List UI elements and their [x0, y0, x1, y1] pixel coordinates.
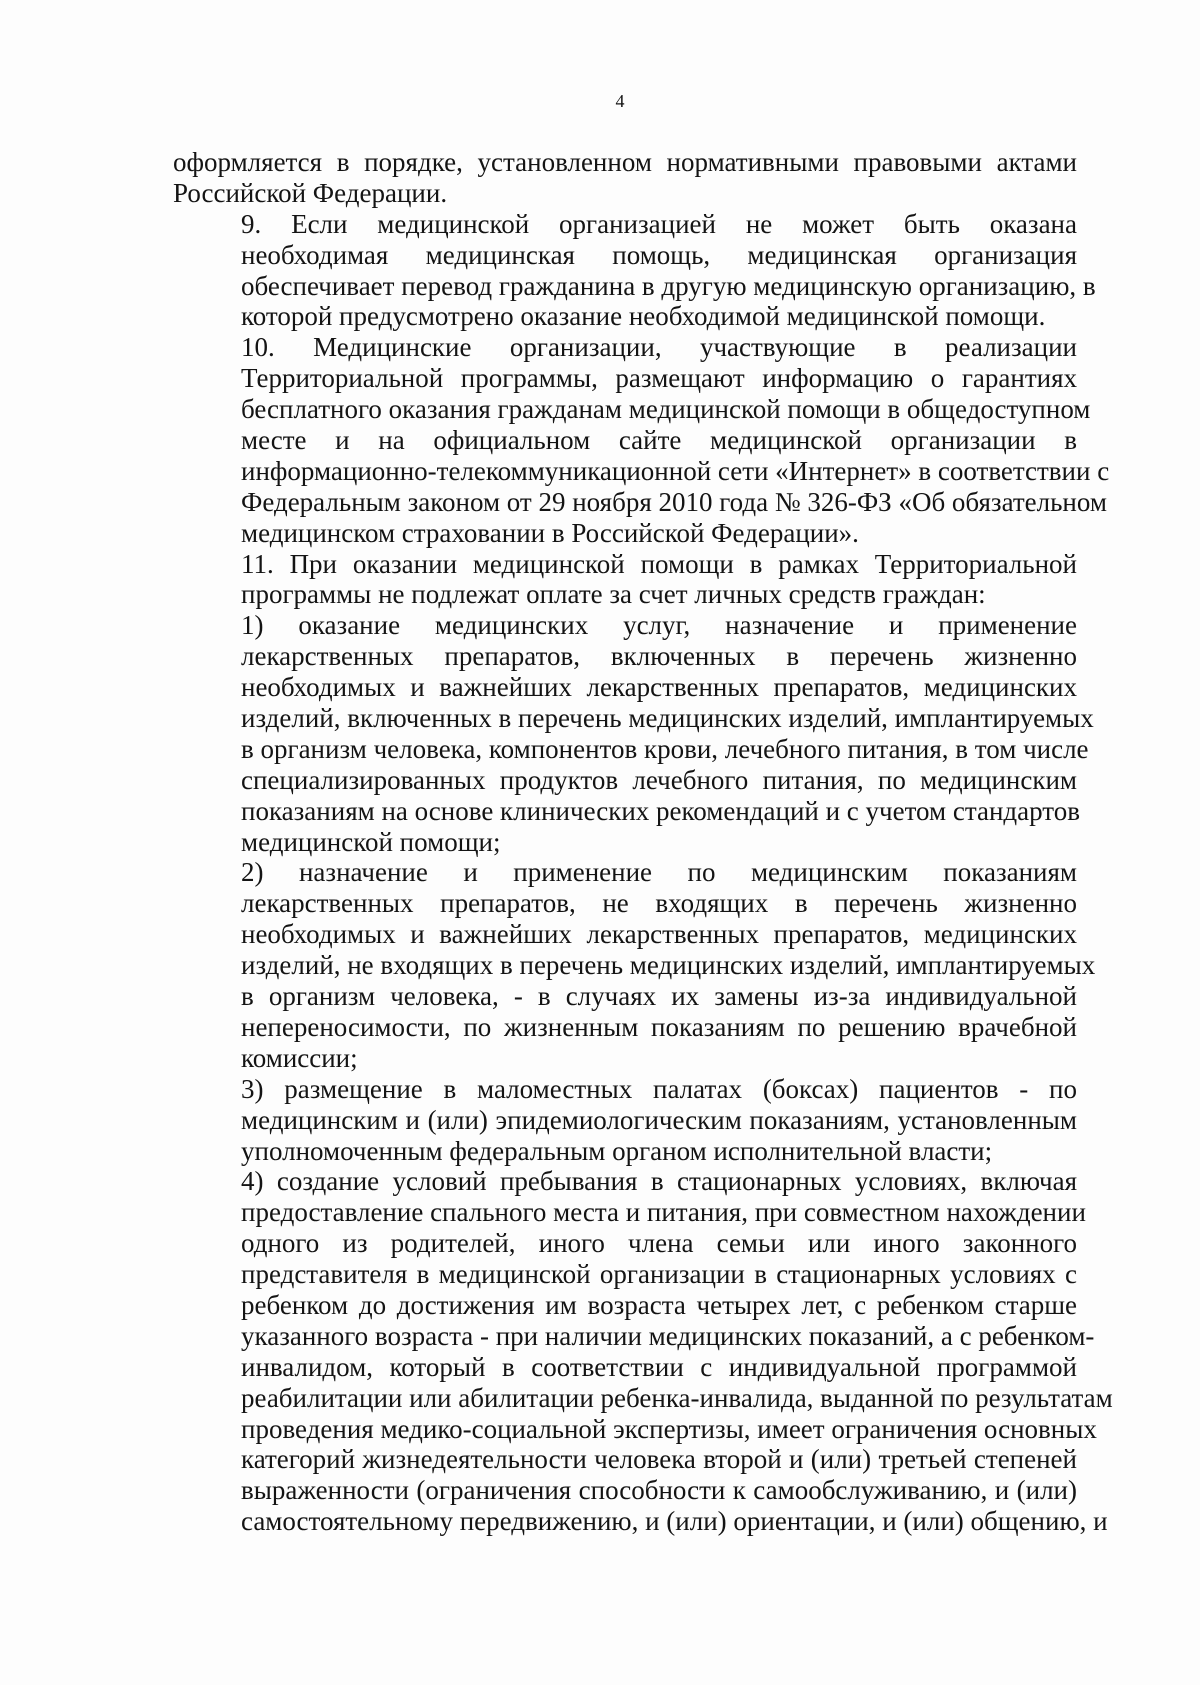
text-line: в организм человека, компонентов крови, лечебного питания, в том числе — [241, 733, 1089, 764]
document-body — [173, 147, 1113, 1537]
text-line: представителя в медицинской организации в стационарных условиях с — [241, 1259, 1077, 1290]
text-line: предоставление спального места и питания, при совместном нахождении — [241, 1197, 1086, 1228]
text-line: программы не подлежат оплате за счет личных средств граждан: — [241, 579, 986, 610]
paragraph-9 — [173, 208, 1096, 333]
text-line: 11. При оказании медицинской помощи в рамках Территориальной — [241, 548, 1077, 579]
text-line: 1) оказание медицинских услуг, назначение и применение — [241, 610, 1077, 641]
text-line: изделий, включенных в перечень медицинских изделий, имплантируемых — [241, 703, 1094, 734]
text-line: реабилитации или абилитации ребенка-инвалида, выданной по результатам — [241, 1382, 1113, 1413]
text-line: необходимых и важнейших лекарственных препаратов, медицинских — [241, 672, 1077, 703]
paragraph-11 — [173, 549, 1077, 611]
text-line: бесплатного оказания гражданам медицинской помощи в общедоступном — [241, 394, 1091, 425]
list-item-1 — [173, 610, 1094, 857]
text-line: 2) назначение и применение по медицинским показаниям — [241, 857, 1077, 888]
text-line: выраженности (ограничения способности к самообслуживанию, и (или) — [241, 1475, 1077, 1506]
text-line: указанного возраста - при наличии медицинских показаний, а с ребенком- — [241, 1320, 1095, 1351]
text-line: медицинской помощи; — [241, 826, 501, 857]
text-line: Территориальной программы, размещают информацию о гарантиях — [241, 363, 1077, 394]
text-line: показаниям на основе клинических рекомендаций и с учетом стандартов — [241, 795, 1080, 826]
text-line: медицинском страховании в Российской Федерации». — [241, 517, 859, 548]
text-line: ребенком до достижения им возраста четырех лет, с ребенком старше — [241, 1289, 1077, 1320]
text-line: необходимая медицинская помощь, медицинская организация — [241, 239, 1077, 270]
text-line: проведения медико-социальной экспертизы, имеет ограничения основных — [241, 1413, 1097, 1444]
text-line: Российской Федерации. — [173, 177, 448, 208]
text-line: Федеральным законом от 29 ноября 2010 года № 326-ФЗ «Об обязательном — [241, 486, 1107, 517]
text-line: 4) создание условий пребывания в стационарных условиях, включая — [241, 1166, 1077, 1197]
text-line: 9. Если медицинской организацией не может быть оказана — [241, 208, 1077, 239]
text-line: лекарственных препаратов, включенных в перечень жизненно — [241, 641, 1077, 672]
list-item-2 — [173, 857, 1096, 1073]
text-line: 10. Медицинские организации, участвующие в реализации — [241, 332, 1077, 363]
paragraph-10 — [173, 332, 1110, 548]
text-line: одного из родителей, иного члена семьи или иного законного — [241, 1228, 1077, 1259]
text-line: 3) размещение в маломестных палатах (боксах) пациентов - по — [241, 1073, 1077, 1104]
text-line: обеспечивает перевод гражданина в другую медицинскую организацию, в — [241, 270, 1096, 301]
text-line: категорий жизнедеятельности человека второй и (или) третьей степеней — [241, 1444, 1077, 1475]
text-line: уполномоченным федеральным органом исполнительной власти; — [241, 1135, 993, 1166]
text-line: специализированных продуктов лечебного питания, по медицинским — [241, 764, 1077, 795]
text-line: оформляется в порядке, установленном нормативными правовыми актами — [173, 147, 1077, 177]
text-line: лекарственных препаратов, не входящих в перечень жизненно — [241, 888, 1077, 919]
text-line: информационно-телекоммуникационной сети «Интернет» в соответствии с — [241, 455, 1110, 486]
text-line: инвалидом, который в соответствии с индивидуальной программой — [241, 1351, 1077, 1382]
page-number: 4 — [615, 91, 625, 111]
text-line: изделий, не входящих в перечень медицинских изделий, имплантируемых — [241, 950, 1096, 981]
text-line: месте и на официальном сайте медицинской организации в — [241, 425, 1077, 456]
text-line: медицинским и (или) эпидемиологическим показаниям, установленным — [241, 1104, 1077, 1135]
list-item-4 — [173, 1166, 1113, 1537]
text-line: которой предусмотрено оказание необходимой медицинской помощи. — [241, 301, 1046, 332]
list-item-3 — [173, 1074, 1077, 1167]
text-line: самостоятельному передвижению, и (или) ориентации, и (или) общению, и — [241, 1506, 1108, 1537]
paragraph-continuation — [173, 147, 1077, 209]
text-line: в организм человека, - в случаях их замены из-за индивидуальной — [241, 981, 1077, 1012]
text-line: необходимых и важнейших лекарственных препаратов, медицинских — [241, 919, 1077, 950]
text-line: комиссии; — [241, 1042, 358, 1073]
text-line: непереносимости, по жизненным показаниям по решению врачебной — [241, 1011, 1077, 1042]
